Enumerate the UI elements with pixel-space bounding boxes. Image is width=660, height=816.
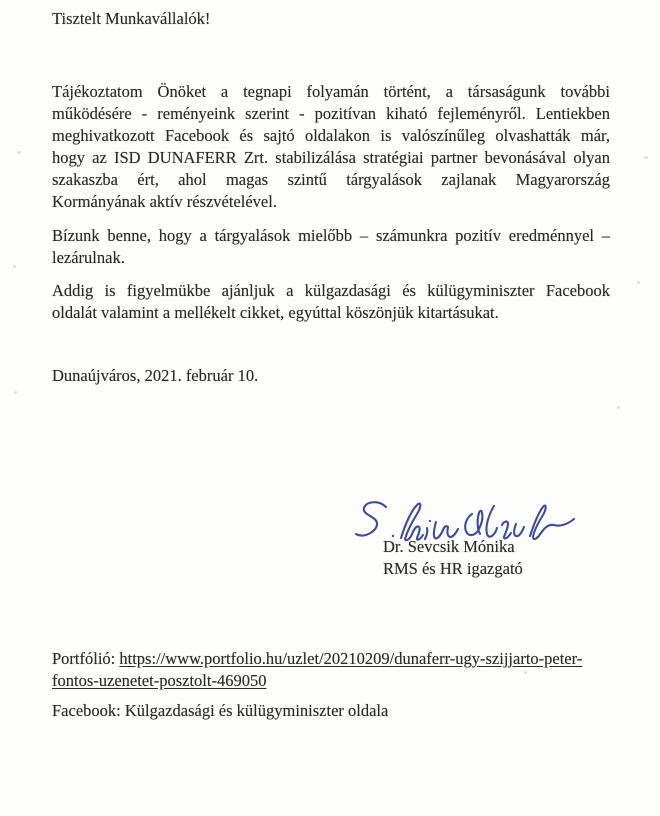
paragraph-1 [52,81,610,212]
paragraph-3-line: oldalát valamint a mellékelt cikket, egyúttal köszönjük kitartásukat. [52,302,499,322]
signature-stroke [356,502,386,535]
scan-speck [637,281,640,284]
paragraph-3-line: Addig is figyelmükbe ajánljuk a külgazdasági és külügyminiszter Facebook [52,281,610,300]
paragraph-2-line: Bízunk benne, hogy a tárgyalások mielőbb – számunkra pozitív eredménnyel – [52,226,610,245]
scan-speck [13,265,16,268]
scan-speck [644,156,648,159]
paragraph-1-line: Kormányának aktív részvételével. [52,191,277,211]
scan-speck [524,671,527,674]
paragraph-1-line: hogy az ISD DUNAFERR Zrt. stabilizálása stratégiai partner bevonásával olyan [52,147,610,167]
scan-speck [17,151,21,154]
signature-stroke [465,511,482,535]
dateline: Dunaújváros, 2021. február 10. [52,366,259,385]
portfolio-reference [52,648,610,692]
facebook-reference: Facebook: Külgazdasági és külügyminiszter oldala [52,701,389,720]
portfolio-link[interactable]: fontos-uzenetet-posztolt-469050 [52,670,267,690]
paragraph-2-line: lezárulnak. [52,247,125,267]
scan-speck [585,96,588,99]
portfolio-link[interactable]: https://www.portfolio.hu/uzlet/20210209/dunaferr-ugy-szijjarto-peter- [119,649,583,668]
paragraph-3 [52,280,610,324]
paragraph-1-line: Tájékoztatom Önöket a tegnapi folyamán történt, a társaságunk további [52,82,610,101]
signature-stroke [429,520,431,522]
signature-stroke [486,506,497,537]
signature-stroke [530,506,574,540]
paragraph-2 [52,225,610,269]
scan-speck [617,406,620,409]
signer-title: RMS és HR igazgató [383,559,523,578]
portfolio-label: Portfólió: [52,649,120,668]
signer-name: Dr. Sevcsik Mónika [383,537,515,556]
greeting: Tisztelt Munkavállalók! [52,9,211,28]
paragraph-1-line: meghivatkozott Facebook és sajtó oldalakon is valószínűleg olvashatták már, [52,125,610,145]
paragraph-1-line: szakaszba ért, ahol magas szintű tárgyalások zajlanak Magyarország [52,169,610,189]
portfolio-line-1 [52,648,610,670]
signature-stroke [514,524,524,536]
scan-speck [14,391,17,394]
paragraph-1-line: működésére - reményeink szerint - pozitívan kiható fejleményről. Lentiekben [52,103,610,123]
